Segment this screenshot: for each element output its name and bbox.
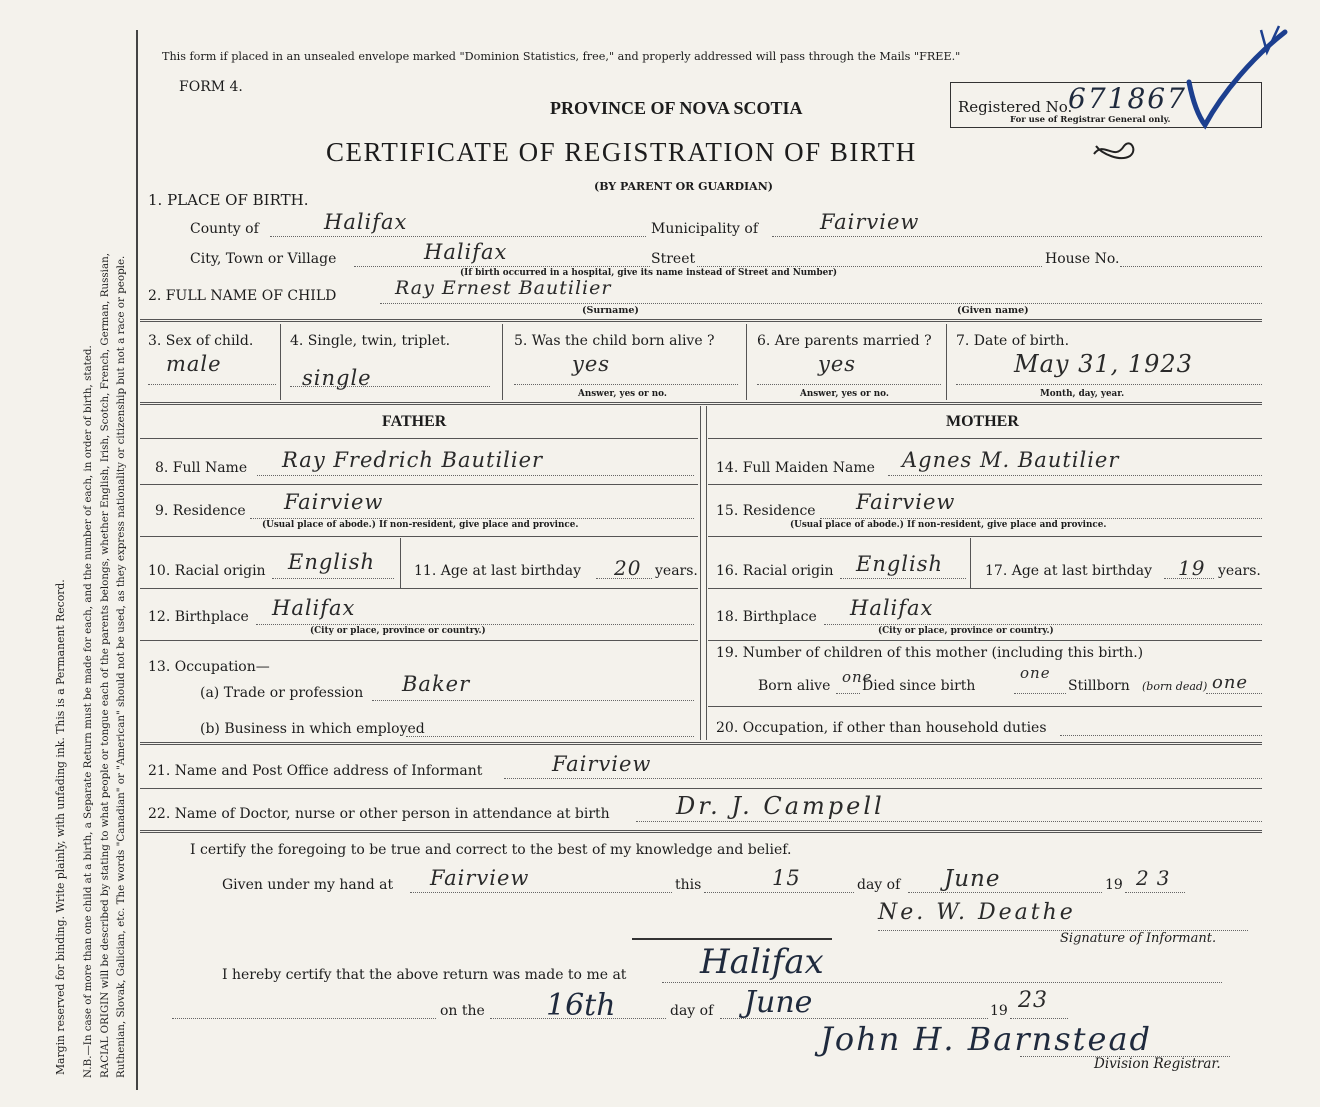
province-heading: PROVINCE OF NOVA SCOTIA	[550, 98, 803, 118]
father-abode-note: (Usual place of abode.) If non-resident, give place and province.	[262, 520, 579, 530]
given-year-suffix: 23	[1136, 866, 1178, 890]
form-number: FORM 4.	[179, 79, 243, 95]
father-racial-label: 10. Racial origin	[148, 563, 266, 579]
date-of-birth-label: 7. Date of birth.	[956, 333, 1070, 349]
sex-value: male	[166, 352, 222, 376]
father-racial-value: English	[288, 550, 376, 574]
born-alive-question: 5. Was the child born alive ?	[514, 333, 715, 349]
given-under-label: Given under my hand at	[222, 877, 394, 893]
father-birthplace-note: (City or place, province or country.)	[310, 626, 486, 636]
registrar-month-value: June	[744, 985, 813, 1020]
stillborn-count: one	[1212, 672, 1249, 693]
street-label: Street	[651, 251, 696, 267]
father-birthplace-value: Halifax	[272, 596, 356, 620]
mother-birthplace-value: Halifax	[850, 596, 934, 620]
municipality-label: Municipality of	[651, 221, 759, 237]
given-place-value: Fairview	[430, 866, 530, 890]
father-age-label: 11. Age at last birthday	[414, 563, 582, 579]
surname-hint: (Surname)	[582, 305, 639, 316]
mother-years-label: years.	[1218, 563, 1261, 579]
mother-name-label: 14. Full Maiden Name	[716, 460, 875, 476]
doctor-value: Dr. J. Campell	[676, 792, 885, 820]
mother-residence-label: 15. Residence	[716, 503, 816, 519]
born-alive-value: yes	[572, 352, 611, 376]
born-alive-count: one	[842, 668, 873, 686]
certificate-subtitle: (BY PARENT OR GUARDIAN)	[594, 180, 773, 193]
father-name-label: 8. Full Name	[155, 460, 248, 476]
municipality-value: Fairview	[820, 210, 920, 234]
sex-label: 3. Sex of child.	[148, 333, 254, 349]
mother-occupation-label: 20. Occupation, if other than household duties	[716, 720, 1047, 736]
division-registrar-label: Division Registrar.	[1094, 1056, 1221, 1072]
child-name-label: 2. FULL NAME OF CHILD	[148, 288, 337, 304]
hospital-note: (If birth occurred in a hospital, give its name instead of Street and Number)	[460, 268, 838, 278]
date-of-birth-hint: Month, day, year.	[1040, 389, 1125, 399]
date-of-birth-value: May 31, 1923	[1014, 350, 1193, 378]
county-value: Halifax	[324, 210, 408, 234]
parents-married-value: yes	[818, 352, 857, 376]
registrar-year-prefix: 19	[990, 1003, 1008, 1019]
died-since-birth-count: one	[1020, 664, 1051, 682]
registrar-use-note: For use of Registrar General only.	[1010, 115, 1171, 125]
died-since-birth-label: Died since birth	[862, 678, 976, 694]
parents-married-hint: Answer, yes or no.	[800, 389, 889, 399]
mother-age-value: 19	[1178, 556, 1206, 580]
father-years-label: years.	[655, 563, 698, 579]
mother-birthplace-label: 18. Birthplace	[716, 609, 817, 625]
child-name-value: Ray Ernest Bautilier	[395, 277, 612, 299]
doctor-label: 22. Name of Doctor, nurse or other person in attendance at birth	[148, 806, 610, 822]
check-mark-icon	[1175, 22, 1305, 147]
given-day-value: 15	[772, 866, 801, 890]
registrar-year-suffix: 23	[1018, 988, 1048, 1013]
mother-birthplace-note: (City or place, province or country.)	[878, 626, 1054, 636]
city-value: Halifax	[424, 240, 508, 264]
mother-racial-value: English	[856, 552, 944, 576]
born-alive-hint: Answer, yes or no.	[578, 389, 667, 399]
father-trade-label: (a) Trade or profession	[200, 685, 364, 701]
margin-note-racial-1: RACIAL ORIGIN will be described by stating to what people or tongue each of the parents belongs, whether English, Irish, Scotch, French, German, Russian,	[99, 252, 111, 1078]
certify-statement: I certify the foregoing to be true and correct to the best of my knowledge and belief.	[190, 842, 792, 858]
city-label: City, Town or Village	[190, 251, 337, 267]
father-name-value: Ray Fredrich Bautilier	[282, 448, 544, 472]
plurality-label: 4. Single, twin, triplet.	[290, 333, 451, 349]
mother-heading: MOTHER	[946, 413, 1019, 430]
day-of-label: day of	[857, 877, 901, 893]
binding-margin-line	[136, 30, 138, 1090]
stillborn-hint: (born dead)	[1142, 680, 1208, 693]
registrar-day-value: 16th	[546, 988, 616, 1023]
registrar-place-value: Halifax	[700, 942, 824, 982]
registered-number: 671867	[1068, 82, 1187, 115]
father-residence-label: 9. Residence	[155, 503, 246, 519]
mother-children-label: 19. Number of children of this mother (including this birth.)	[716, 645, 1144, 661]
house-no-label: House No.	[1045, 251, 1120, 267]
registrar-on-the-label: on the	[440, 1003, 485, 1019]
given-month-value: June	[944, 866, 1001, 892]
given-year-prefix: 19	[1105, 877, 1123, 893]
registrar-day-of-label: day of	[670, 1003, 714, 1019]
mail-notice: This form if placed in an unsealed envelope marked "Dominion Statistics, free," and properly addressed will pass through the Mails "FREE."	[162, 50, 961, 63]
mother-abode-note: (Usual place of abode.) If non-resident, give place and province.	[790, 520, 1107, 530]
place-of-birth-heading: 1. PLACE OF BIRTH.	[148, 191, 309, 209]
plurality-value: single	[302, 366, 372, 390]
mother-residence-value: Fairview	[856, 490, 956, 514]
given-name-hint: (Given name)	[957, 305, 1029, 316]
county-label: County of	[190, 221, 259, 237]
father-heading: FATHER	[382, 413, 447, 430]
informant-signature: Ne. W. Deathe	[878, 900, 1076, 925]
registered-label: Registered No.	[958, 98, 1073, 116]
informant-signature-label: Signature of Informant.	[1060, 931, 1217, 946]
stillborn-label: Stillborn	[1068, 678, 1130, 694]
this-label: this	[675, 877, 702, 893]
margin-note-nb: N.B.—In case of more than one child at a birth, a Separate Return must be made for each, and the number of each, in order of birth, stated.	[82, 345, 94, 1078]
father-residence-value: Fairview	[284, 490, 384, 514]
scribble-mark-icon	[1090, 136, 1142, 166]
margin-note-reserved: Margin reserved for binding. Write plainly, with unfading ink. This is a Permanent Record.	[54, 579, 67, 1075]
father-age-value: 20	[614, 556, 642, 580]
father-business-label: (b) Business in which employed	[200, 721, 425, 737]
father-birthplace-label: 12. Birthplace	[148, 609, 249, 625]
registrar-signature: John H. Barnstead	[820, 1020, 1153, 1058]
mother-name-value: Agnes M. Bautilier	[902, 448, 1120, 472]
born-alive-label: Born alive	[758, 678, 831, 694]
father-occupation-label: 13. Occupation—	[148, 659, 270, 675]
parents-married-question: 6. Are parents married ?	[757, 333, 932, 349]
informant-label: 21. Name and Post Office address of Informant	[148, 763, 483, 779]
father-trade-value: Baker	[402, 672, 471, 696]
mother-age-label: 17. Age at last birthday	[985, 563, 1153, 579]
informant-value: Fairview	[552, 752, 652, 776]
certificate-title: CERTIFICATE OF REGISTRATION OF BIRTH	[326, 137, 917, 167]
mother-racial-label: 16. Racial origin	[716, 563, 834, 579]
registrar-statement: I hereby certify that the above return was made to me at	[222, 967, 627, 983]
margin-note-racial-2: Ruthenian, Slovak, Galician, etc. The words "Canadian" or "American" should not be used, as they express nationality or citizenship but not a race or people.	[115, 255, 127, 1078]
